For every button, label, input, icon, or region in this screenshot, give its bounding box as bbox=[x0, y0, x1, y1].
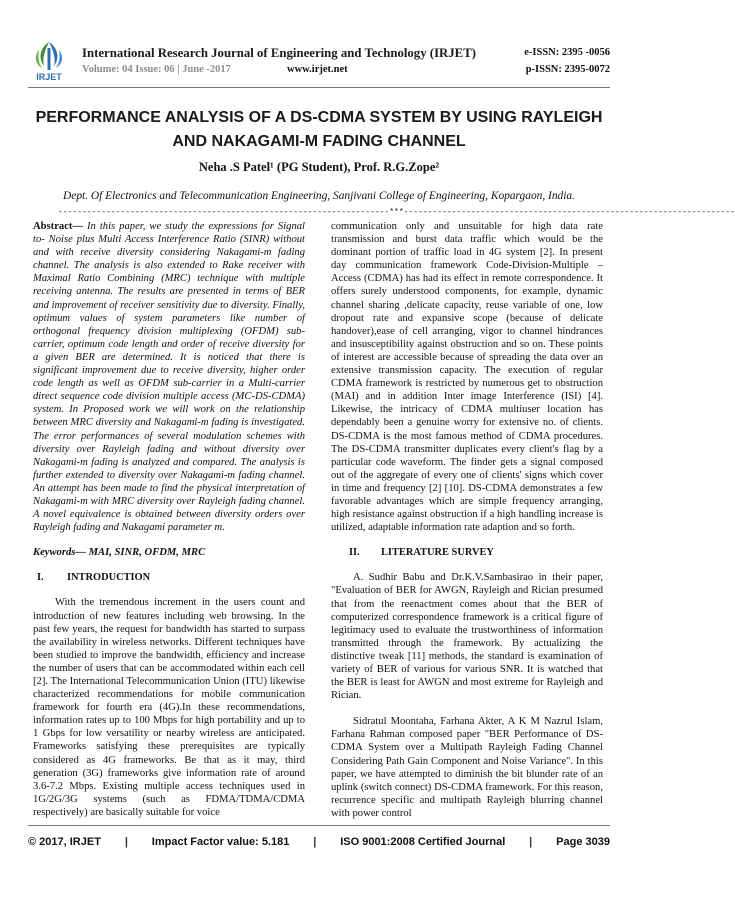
footer-iso: ISO 9001:2008 Certified Journal bbox=[340, 836, 506, 848]
logo-text: IRJET bbox=[36, 72, 62, 82]
abstract-text: In this paper, we study the expressions for Signal to- Noise plus Multi Access Interference Ratio (SINR) without and with receive diversity considering Nakagami-m fading channel. The analysis is also extended to Rake receiver with Maximal Ratio Combining (MRC) technique with multiple receiving antenna. The results are presented in terms of BER and improvement of receiver sensitivity due to diversity. Finally, optimum values of system parameters like number of orthogonal frequency division multiplexing (OFDM) sub-carrier, optimum code length and order of receive diversity for a given BER are determined. It is noticed that there is significant improvement due to receive diversity, higher order code length as well as OFDM sub-carrier in a Multi-carrier direct sequence code division multiple access (MC-DS-CDMA) system. In Proposed work we will work on the relationship between MRC diversity and Nakagami-m fading is investigated. The error performances of several modulation schemes with diversity over Rayleigh fading and without diversity over Nakagami-m fading is analyzed and compared. The analysis is further extended to diversity over Nakagami-m fading channel. An attempt has been made to find the physical interpretation of Nakagami-m with MRC diversity over Rayleigh fading channel. A novel equivalence is obtained between diversity orders over Rayleigh fading and Nakagami parameter m. bbox=[33, 221, 305, 534]
section-title: LITERATURE SURVEY bbox=[381, 547, 494, 559]
paper-authors: Neha .S Patel¹ (PG Student), Prof. R.G.Zope² bbox=[198, 160, 440, 174]
right-column bbox=[331, 220, 603, 818]
section-number: I. bbox=[37, 572, 44, 584]
separator-line: ---------------------------------------------------------------------***--------------------------------------------------------------------- bbox=[58, 208, 735, 217]
keywords: Keywords— MAI, SINR, OFDM, MRC bbox=[33, 547, 206, 559]
section-number: II. bbox=[349, 547, 360, 559]
section-heading-introduction bbox=[33, 571, 305, 584]
footer-divider-bar: | bbox=[313, 836, 317, 848]
survey-paragraph: Sidratul Moontaha, Farhana Akter, A K M Nazrul Islam, Farhana Rahman composed paper "BER Performance of DS-CDMA System over a Multipath Rayleigh Fading Channel Considering Path Gain Component and Noise Variance". In this paper, we have attempted to diminish the bit blunder rate of an uplink (switch connect) DS-CDMA framework. For this reason, recurrence specific and multipath Rayleigh blurring channel with power control bbox=[331, 716, 603, 819]
abstract-label: Abstract— bbox=[33, 221, 84, 232]
section-heading-literature-survey bbox=[331, 546, 603, 559]
left-column bbox=[33, 220, 305, 818]
footer-impact-factor: Impact Factor value: 5.181 bbox=[151, 836, 290, 848]
irjet-logo bbox=[30, 40, 68, 84]
paper-title: PERFORMANCE ANALYSIS OF A DS-CDMA SYSTEM BY USING RAYLEIGH AND NAKAGAMI-M FADING CHANNEL bbox=[35, 109, 603, 150]
introduction-continued-paragraph: communication only and unsuitable for high data rate transmission and burst data traffic which would be the dominant portion of traffic load in 4G system [2]. In present day communication framework Code-Division-Multiple –Access (CDMA) has had its effect in remote correspondence. It offers surely understood components, for example, dynamic channel sharing ,delicate capacity, reuse variable of one, low dropout rate and expansive scope (because of delicate handover),ease of cell arranging, vigor to channel hindrances and insusceptibility against obstruction and so on. These points of interest are accessible because of spreading the data over an extensive transmission capacity. The execution of regular CDMA framework is restricted by numerous get to obstruction (MAI) and in addition Inter image Interference (ISI) [4]. Likewise, the intricacy of CDMA multiuser location has dependably been a genuine worry for extensive no. of clients. DS-CDMA is the most famous method of CDMA procedures. The DS-CDMA transmitter duplicates every client's flag by a particular code waveform. The finder gets a signal composed out of the aggregate of every one of clients' signs which cover in time and frequency [2] [10]. DS-CDMA demonstrates a few favorable advantages which are simple frequency arranging, high resistance against obstruction if a high handling increase is utilized, adaptable information rate adaption and so forth. bbox=[331, 221, 603, 534]
abstract bbox=[33, 220, 305, 534]
page-footer bbox=[28, 836, 610, 848]
p-issn: p-ISSN: 2395-0072 bbox=[525, 64, 610, 75]
footer-divider-bar: | bbox=[124, 836, 128, 848]
footer-copyright: © 2017, IRJET bbox=[28, 836, 101, 848]
introduction-paragraph: With the tremendous increment in the users count and introduction of new features including web browsing. In the past few years, the request for bandwidth has started to surpass the availability in wireless networks. Different techniques have been studied to improve the bandwidth, efficiency and increase the number of users that can be accommodated within each cell [2]. The International Telecommunication Union (ITU) likewise characterized recommendations for mobile communication framework for fourth era (4G).In these recommendations, information rates up to 100 Mbps for high portability and up to 1 Gbps for low versatility or nearby wireless are anticipated. Frameworks satisfying these prerequisites are typically considered as 4G frameworks. Be that as it may, third generation (3G) frameworks give information rate of around 3.6-7.2 Mbps. Existing multiple access techniques used in 1G/2G/3G systems (such as FDMA/TDMA/CDMA respectively) are basically suitable for voice bbox=[33, 597, 305, 818]
e-issn: e-ISSN: 2395 -0056 bbox=[524, 47, 610, 58]
journal-header bbox=[30, 40, 610, 84]
footer-divider bbox=[28, 825, 610, 826]
paper-affiliation: Dept. Of Electronics and Telecommunication Engineering, Sanjivani College of Engineering, Kopargaon, India. bbox=[63, 190, 575, 202]
footer-page-number: Page 3039 bbox=[556, 836, 610, 848]
section-title: INTRODUCTION bbox=[67, 572, 151, 584]
journal-website-link[interactable]: www.irjet.net bbox=[287, 64, 348, 75]
header-divider bbox=[28, 87, 610, 88]
footer-divider-bar: | bbox=[529, 836, 533, 848]
volume-issue: Volume: 04 Issue: 06 | June -2017 bbox=[82, 64, 231, 75]
journal-title: International Research Journal of Engineering and Technology (IRJET) bbox=[82, 46, 477, 60]
survey-paragraph: A. Sudhir Babu and Dr.K.V.Sambasirao in their paper, "Evaluation of BER for AWGN, Rayleigh and Rician presumed that from the reenactment comes about that the BER of computerized correspondence framework is a critical figure of legitimacy used to evaluate the trustworthiness of information transmitted through the framework. By actualizing the distinctive tweak [11] methods, the standard is examination of variety of BER of various for various SNR. It is watched that the BER is least for AWGN and most extreme for Rayleigh and Rician. bbox=[331, 572, 603, 702]
